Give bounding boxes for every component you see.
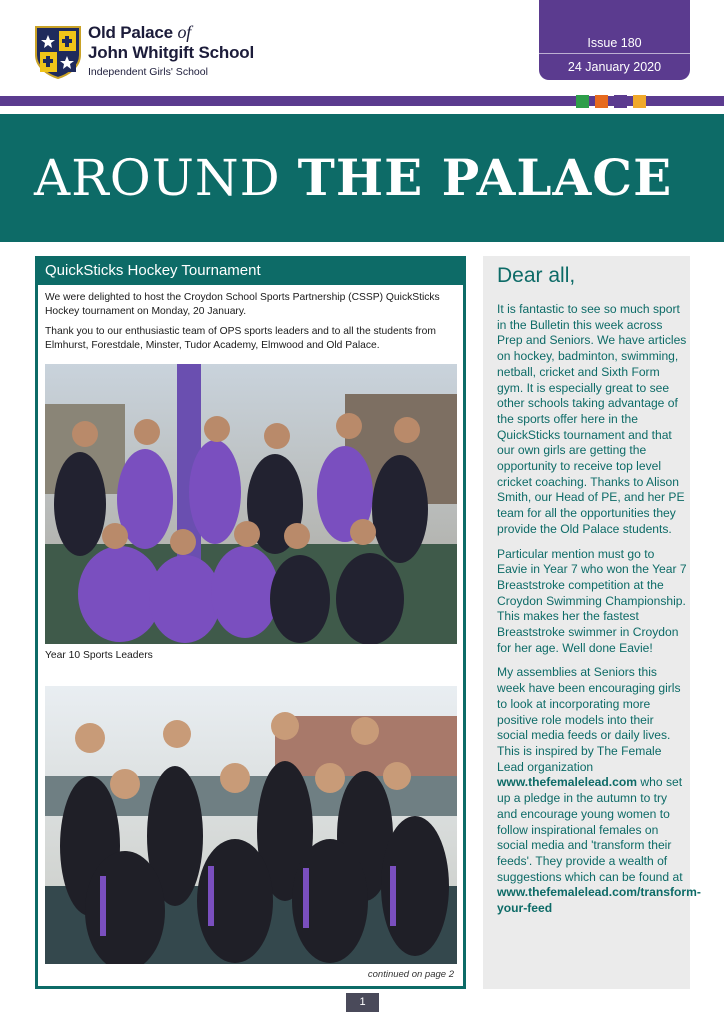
transform-feed-link[interactable]: www.thefemalelead.com/transform-your-feed	[497, 885, 701, 916]
hockey-article	[35, 256, 466, 989]
letter-paragraph: Particular mention must go to Eavie in Year 7 who won the Year 7 Breaststroke competition at the Croydon Swimming Championship. This makes her the fastest Breaststroke swimmer in Croydon for her age. Well done Eavie!	[497, 546, 687, 655]
photo-caption: Year 10 Sports Leaders	[45, 650, 153, 661]
letter-paragraph	[497, 665, 701, 916]
article-body	[45, 291, 459, 359]
masthead-title	[34, 148, 672, 208]
letter-text: My assemblies at Seniors this week have been encouraging girls to look at incorporating more positive role models into their social media feeds or daily lives. This is inspired by The Female Lead organization	[497, 665, 681, 774]
school-name-of: of	[177, 22, 192, 42]
article-paragraph: We were delighted to host the Croydon School Sports Partnership (CSSP) QuickSticks Hockey tournament on Monday, 20 January.	[45, 292, 440, 317]
yellow-square	[633, 95, 646, 108]
school-name-line1: Old Palace	[88, 23, 173, 42]
school-tagline: Independent Girls' School	[88, 66, 208, 78]
school-crest-logo	[34, 25, 82, 79]
continued-note: continued on page 2	[367, 969, 454, 980]
letter-text: who set up a pledge in the autumn to try and encourage young women to follow inspirational females on social media and 'transform their feeds'. They provide a wealth of suggestions which can be found at	[497, 775, 683, 884]
issue-date: 24 January 2020	[567, 60, 662, 74]
letter-greeting: Dear all,	[497, 264, 576, 287]
page-number: 1	[346, 993, 379, 1012]
school-name-line2: John Whitgift School	[88, 43, 254, 62]
masthead-title-bold: THE PALACE	[297, 148, 673, 207]
hockey-players-photo	[45, 686, 457, 964]
purple-square	[614, 95, 627, 108]
color-squares	[576, 95, 646, 108]
article-paragraph: Thank you to our enthusiastic team of OPS sports leaders and to all the students from Elmhurst, Forestdale, Minster, Tudor Academy, Elmwood and Old Palace.	[45, 326, 436, 351]
issue-badge	[539, 0, 690, 80]
masthead-banner	[0, 114, 724, 242]
masthead-title-light: AROUND	[34, 149, 281, 207]
female-lead-link[interactable]: www.thefemalelead.com	[497, 775, 638, 790]
issue-divider	[539, 53, 690, 54]
letter-paragraph: It is fantastic to see so much sport in the Bulletin this week across Prep and Seniors. We have articles on hockey, badminton, swimming, netball, cricket and Sixth Form gym. It is especially great to see other schools taking advantage of the sports offer here in the QuickSticks tournament and that our own girls are getting the opportunity to receive top level cricket coaching. Thanks to Alison Smith, our Head of PE, and her PE team for all the opportunities they provide the Old Palace students.	[497, 302, 687, 536]
school-name	[88, 22, 254, 78]
article-title: QuickSticks Hockey Tournament	[38, 259, 463, 285]
issue-number: Issue 180	[587, 36, 642, 50]
orange-square	[595, 95, 608, 108]
letter-body	[497, 302, 701, 926]
sports-leaders-photo	[45, 364, 457, 644]
head-letter-panel	[483, 256, 701, 989]
green-square	[576, 95, 589, 108]
